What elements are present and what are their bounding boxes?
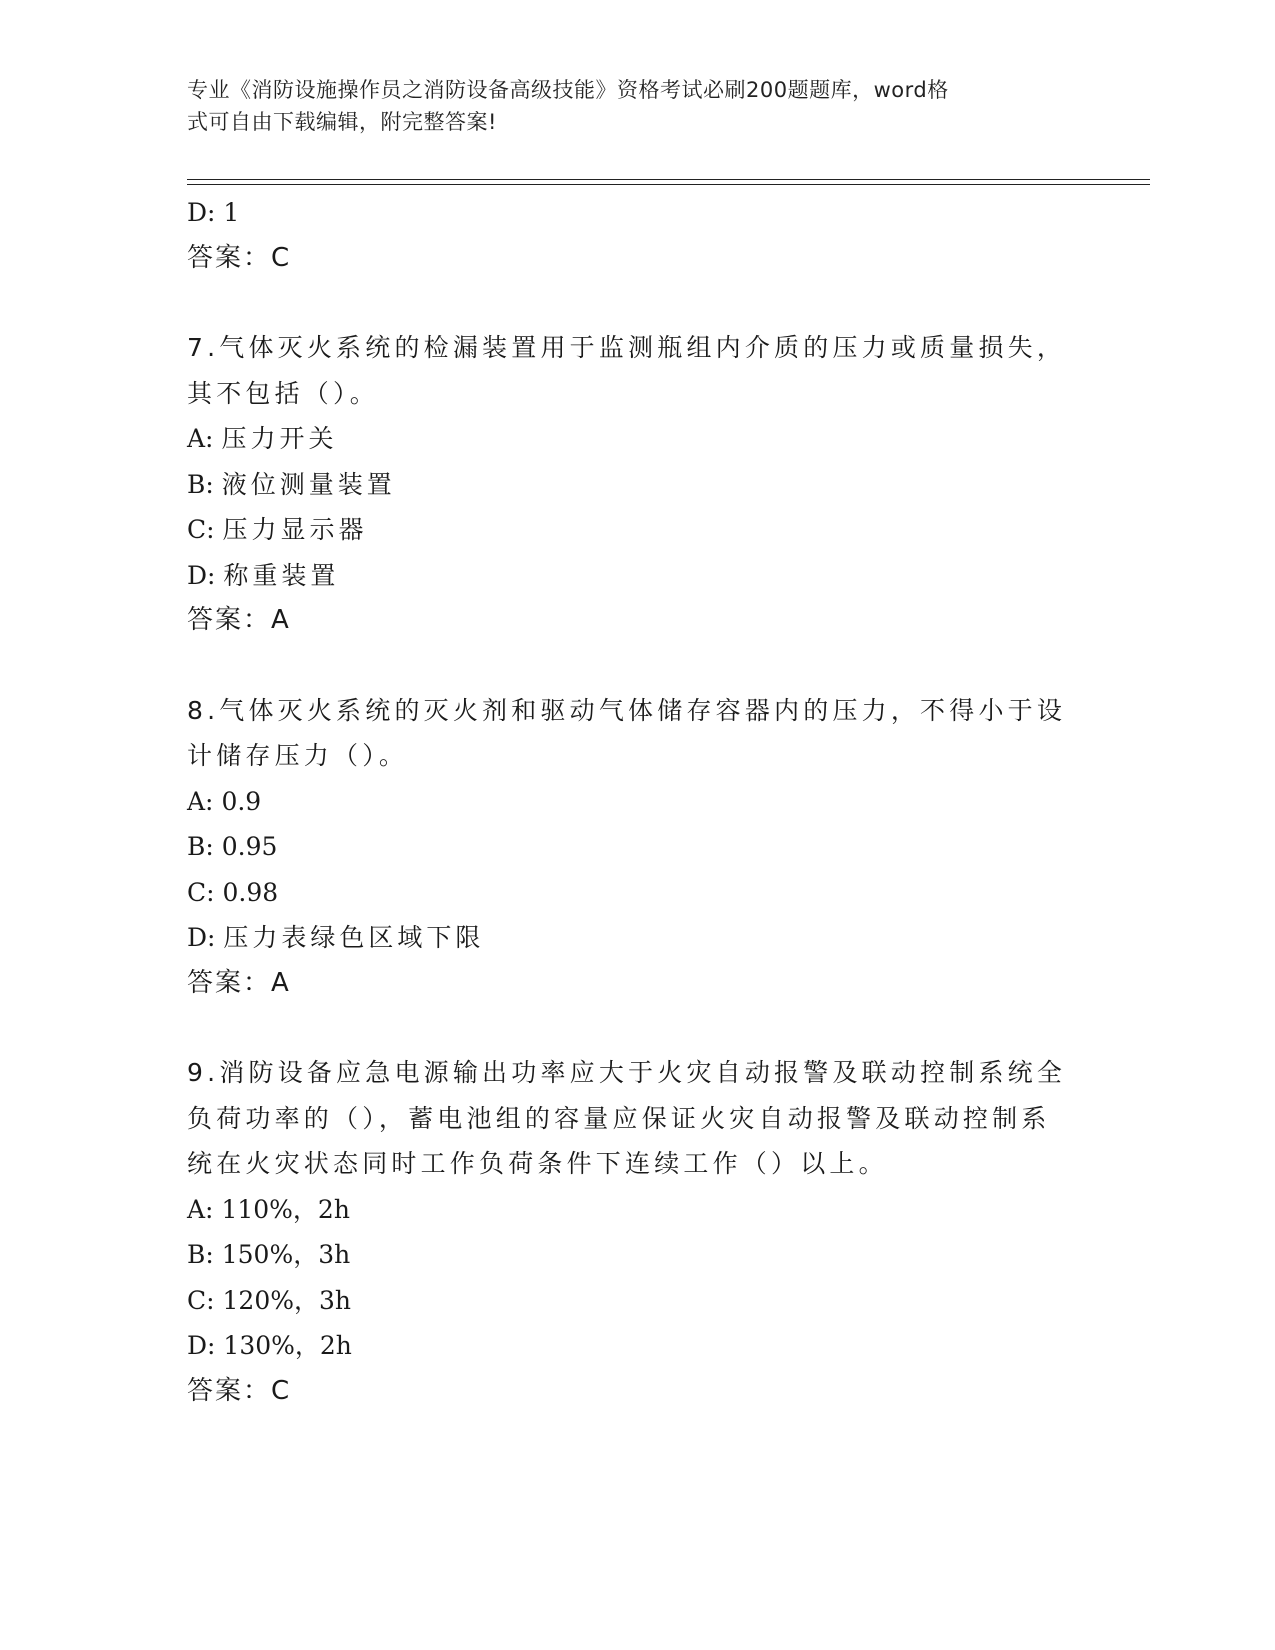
question-8: [187, 688, 1067, 1007]
question-7-option-b: B: 液位测量装置: [187, 469, 396, 499]
question-9-answer: 答案：C: [187, 1375, 292, 1406]
question-list: [187, 190, 1067, 1414]
question-8-option-c: C: 0.98: [187, 877, 279, 907]
question-8-stem-line-2: 计储存压力（）。: [187, 741, 409, 770]
question-7-option-a: A: 压力开关: [187, 424, 338, 453]
question-8-answer: 答案：A: [187, 967, 291, 998]
question-9-stem-line-3: 统在火灾状态同时工作负荷条件下连续工作（）以上。: [187, 1149, 888, 1178]
header-divider-top: [187, 179, 1150, 180]
prev-answer: 答案：C: [187, 242, 292, 273]
document-header: [187, 74, 1067, 138]
question-9: [187, 1050, 1067, 1414]
question-7-stem-line-2: 其不包括（）。: [187, 378, 379, 408]
question-9-stem-line-1: 9.消防设备应急电源输出功率应大于火灾自动报警及联动控制系统全: [187, 1058, 1067, 1087]
header-line-2: 式可自由下载编辑，附完整答案!: [187, 110, 497, 134]
question-7-option-c: C: 压力显示器: [187, 515, 368, 544]
question-8-stem-line-1: 8.气体灭火系统的灭火剂和驱动气体储存容器内的压力，不得小于设: [187, 695, 1067, 725]
question-9-option-a: A: 110%，2h: [187, 1194, 350, 1224]
header-line-1: 专业《消防设施操作员之消防设备高级技能》资格考试必刷200题题库，word格: [187, 78, 949, 102]
header-divider-bottom: [187, 184, 1150, 185]
question-7: [187, 325, 1067, 644]
question-8-option-d: D: 压力表绿色区域下限: [187, 923, 485, 952]
question-7-option-d: D: 称重装置: [187, 560, 340, 590]
question-9-option-d: D: 130%，2h: [187, 1331, 352, 1360]
question-8-option-b: B: 0.95: [187, 832, 278, 861]
question-7-answer: 答案：A: [187, 605, 291, 635]
question-7-stem-line-1: 7.气体灭火系统的检漏装置用于监测瓶组内介质的压力或质量损失，: [187, 333, 1067, 362]
question-8-option-a: A: 0.9: [187, 786, 262, 816]
question-9-option-b: B: 150%，3h: [187, 1240, 351, 1269]
prev-option-d: D: 1: [187, 198, 240, 227]
question-9-stem-line-2: 负荷功率的（），蓄电池组的容量应保证火灾自动报警及联动控制系: [187, 1103, 1051, 1133]
question-9-option-c: C: 120%，3h: [187, 1285, 351, 1315]
